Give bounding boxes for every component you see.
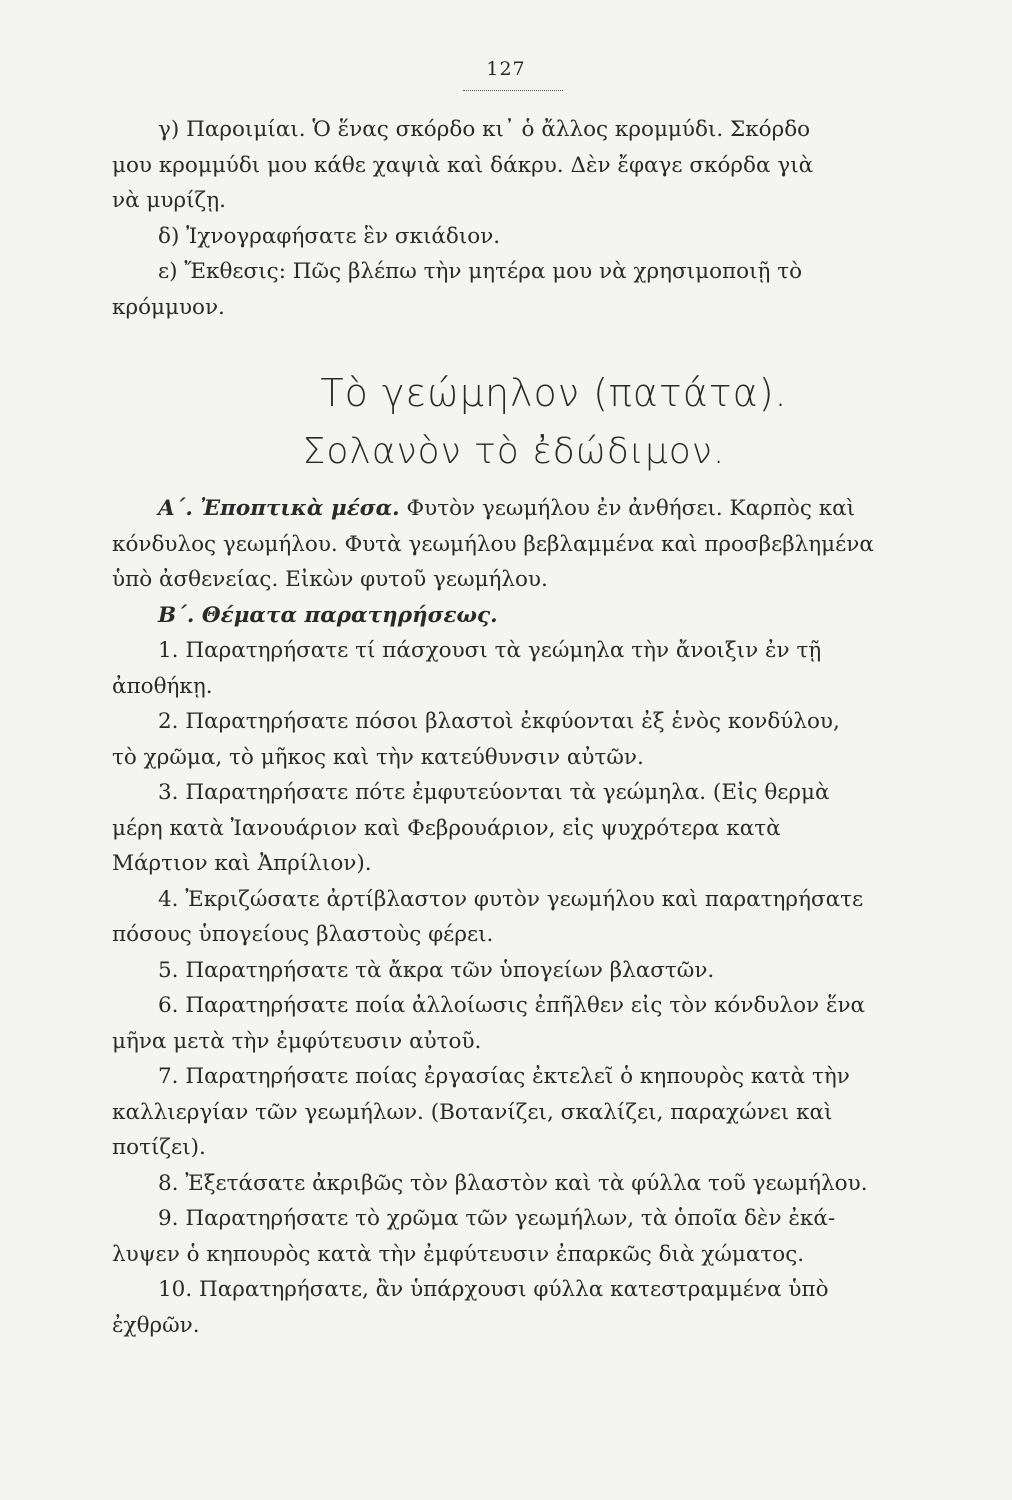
- text-line: 7. Παρατηρήσατε ποίας ἐργασίας ἐκτελεῖ ὁ κηπουρὸς κατὰ τὴν: [158, 1064, 850, 1089]
- text-line: 4. Ἐκριζώσατε ἀρτίβλαστον φυτὸν γεωμήλου καὶ παρατηρήσατε: [158, 886, 864, 912]
- text-line: 9. Παρατηρήσατε τὸ χρῶμα τῶν γεωμήλων, τὰ ὁποῖα δὲν ἐκά-: [158, 1206, 836, 1231]
- text-line: Φυτὸν γεωμήλου ἐν ἀνθήσει. Καρπὸς καὶ: [406, 496, 856, 521]
- list-item: [112, 953, 906, 989]
- list-item: [112, 1272, 906, 1343]
- text-line: γ) Παροιμίαι. Ὁ ἕνας σκόρδο κι᾿ ὁ ἄλλος κρομμύδι. Σκόρδο: [158, 117, 811, 142]
- text-line: μῆνα μετὰ τὴν ἐμφύτευσιν αὐτοῦ.: [112, 1028, 482, 1054]
- text-line: 2. Παρατηρήσατε πόσοι βλαστοὶ ἐκφύονται ἐξ ἑνὸς κονδύλου,: [158, 709, 840, 734]
- list-item: [112, 633, 906, 704]
- page-number-rule: [463, 90, 563, 91]
- text-line: 5. Παρατηρήσατε τὰ ἄκρα τῶν ὑπογείων βλαστῶν.: [158, 957, 715, 983]
- text-line: πόσους ὑπογείους βλαστοὺς φέρει.: [112, 922, 494, 947]
- text-line: ποτίζει).: [112, 1135, 206, 1160]
- text-line: κόνδυλος γεωμήλου. Φυτὰ γεωμήλου βεβλαμμένα καὶ προσβεβλημένα: [112, 531, 874, 557]
- text-line: δ) Ἰχνογραφήσατε ἓν σκιάδιον.: [158, 223, 501, 249]
- paragraph-epsilon: [112, 254, 906, 325]
- list-item: [112, 882, 906, 953]
- paragraph-gamma: [112, 112, 906, 219]
- text-line: ἀποθήκῃ.: [112, 673, 213, 699]
- list-item: [112, 988, 906, 1059]
- text-line: 1. Παρατηρήσατε τί πάσχουσι τὰ γεώμηλα τὴν ἄνοιξιν ἐν τῇ: [158, 638, 822, 663]
- list-item: [112, 1166, 906, 1202]
- text-line: κρόμμυον.: [112, 294, 225, 320]
- list-item: [112, 1201, 906, 1272]
- paragraph-delta: [112, 219, 906, 255]
- section-a-label: Α΄. Ἐποπτικὰ μέσα.: [158, 496, 400, 521]
- text-line: ε) Ἔκθεσις: Πῶς βλέπω τὴν μητέρα μου νὰ χρησιμοποιῇ τὸ: [158, 259, 803, 284]
- text-line: νὰ μυρίζῃ.: [112, 188, 226, 213]
- section-b-label: Β΄. Θέματα παρατηρήσεως.: [158, 602, 498, 628]
- section-title: Τὸ γεώμηλον (πατάτα).: [320, 371, 788, 415]
- paragraph-section-a: [112, 491, 906, 598]
- text-line: τὸ χρῶμα, τὸ μῆκος καὶ τὴν κατεύθυνσιν αὐτῶν.: [112, 744, 644, 770]
- page-body: [112, 112, 906, 1343]
- text-line: 10. Παρατηρήσατε, ἂν ὑπάρχουσι φύλλα κατεστραμμένα ὑπὸ: [158, 1277, 829, 1302]
- text-line: 3. Παρατηρήσατε πότε ἐμφυτεύονται τὰ γεώμηλα. (Εἰς θερμὰ: [158, 780, 830, 805]
- text-line: Μάρτιον καὶ Ἀπρίλιον).: [112, 851, 372, 876]
- text-line: 6. Παρατηρήσατε ποία ἀλλοίωσις ἐπῆλθεν εἰς τὸν κόνδυλον ἕνα: [158, 993, 866, 1018]
- text-line: λυψεν ὁ κηπουρὸς κατὰ τὴν ἐμφύτευσιν ἐπαρκῶς διὰ χώματος.: [112, 1241, 805, 1267]
- section-subtitle: Σολανὸν τὸ ἐδώδιμον.: [302, 431, 726, 472]
- text-line: μου κρομμύδι μου κάθε χαψιὰ καὶ δάκρυ. Δὲν ἔφαγε σκόρδα γιὰ: [112, 152, 814, 178]
- list-item: [112, 775, 906, 882]
- text-line: 8. Ἐξετάσατε ἀκριβῶς τὸν βλαστὸν καὶ τὰ φύλλα τοῦ γεωμήλου.: [158, 1170, 868, 1196]
- list-item: [112, 1059, 906, 1166]
- paragraph-section-b: [112, 598, 906, 634]
- text-line: ὑπὸ ἀσθενείας. Εἰκὼν φυτοῦ γεωμήλου.: [112, 567, 548, 592]
- text-line: καλλιεργίαν τῶν γεωμήλων. (Βοτανίζει, σκαλίζει, παραχώνει καὶ: [112, 1099, 833, 1125]
- list-item: [112, 704, 906, 775]
- text-line: ἐχθρῶν.: [112, 1312, 200, 1338]
- page-number: 127: [486, 58, 526, 80]
- text-line: μέρη κατὰ Ἰανουάριον καὶ Φεβρουάριον, εἰς ψυχρότερα κατὰ: [112, 815, 781, 841]
